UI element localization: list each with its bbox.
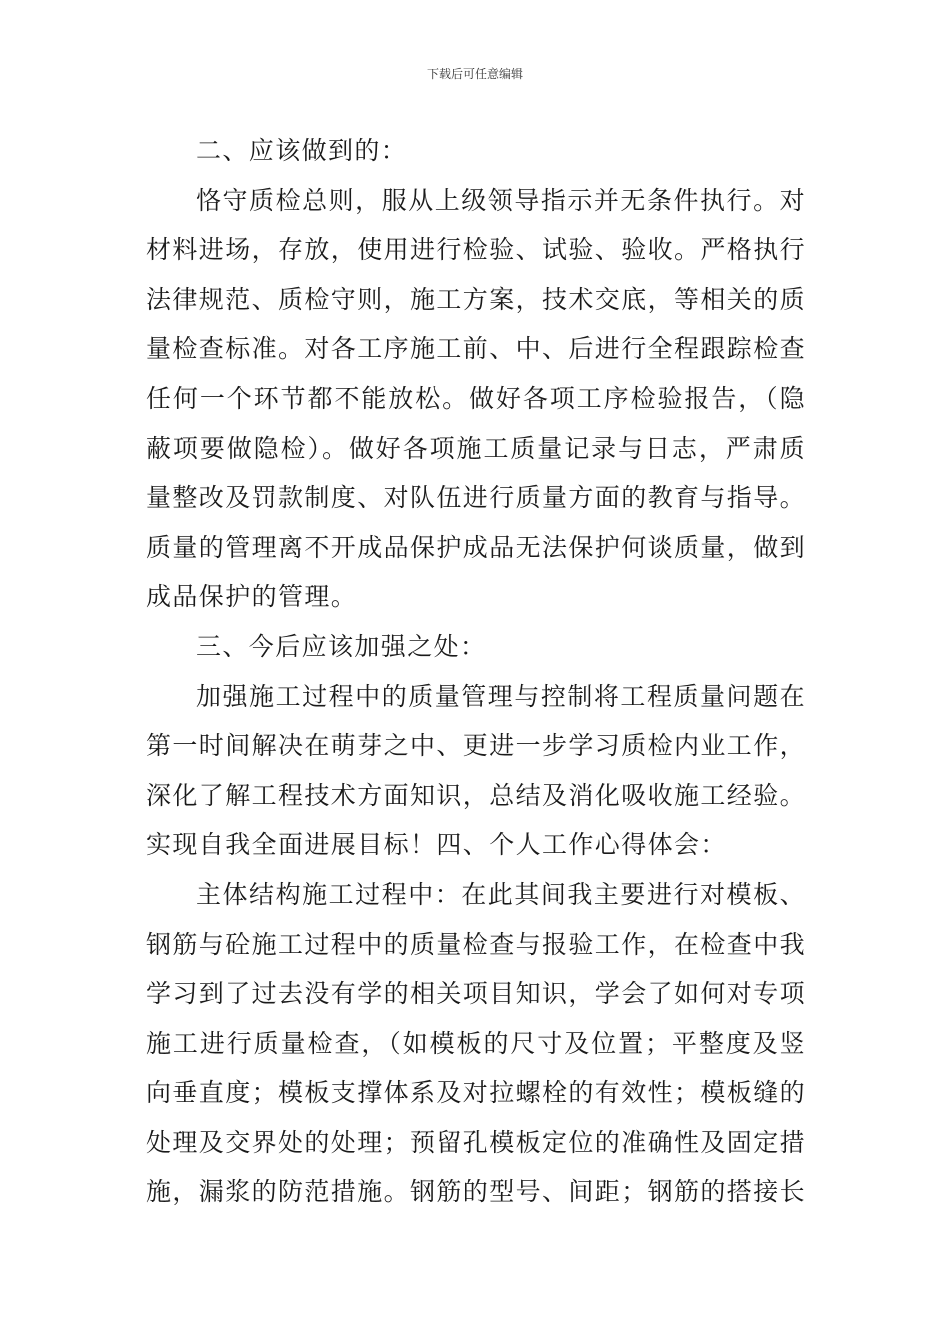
document-body [146,126,806,1217]
section-heading-improvements: 三、今后应该加强之处： [196,631,487,661]
paragraph-improvements: 加强施工过程中的质量管理与控制将工程质量问题在第一时间解决在萌芽之中、更进一步学习质检内业工作，深化了解工程技术方面知识，总结及消化吸收施工经验。实现自我全面进展目标！四、个人工作心得体会： [146,681,807,860]
page-header: 下载后可任意编辑 [426,67,523,81]
paragraph-quality-duties: 恪守质检总则，服从上级领导指示并无条件执行。对材料进场，存放，使用进行检验、试验、验收。严格执行法律规范、质检守则，施工方案，技术交底，等相关的质量检查标准。对各工序施工前、中、后进行全程跟踪检查任何一个环节都不能放松。做好各项工序检验报告，（隐蔽项要做隐检）。做好各项施工质量记录与日志，严肃质量整改及罚款制度、对队伍进行质量方面的教育与指导。质量的管理离不开成品保护成品无法保护何谈质量，做到成品保护的管理。 [146,185,807,612]
paragraph-experience: 主体结构施工过程中：在此其间我主要进行对模板、钢筋与砼施工过程中的质量检查与报验工作，在检查中我学习到了过去没有学的相关项目知识，学会了如何对专项施工进行质量检查，（如模板的尺寸及位置；平整度及竖向垂直度；模板支撑体系及对拉螺栓的有效性；模板缝的处理及交界处的处理；预留孔模板定位的准确性及固定措施，漏浆的防范措施。钢筋的型号、间距；钢筋的搭接长 [146,879,807,1207]
section-heading-should-do: 二、应该做到的： [196,136,408,165]
